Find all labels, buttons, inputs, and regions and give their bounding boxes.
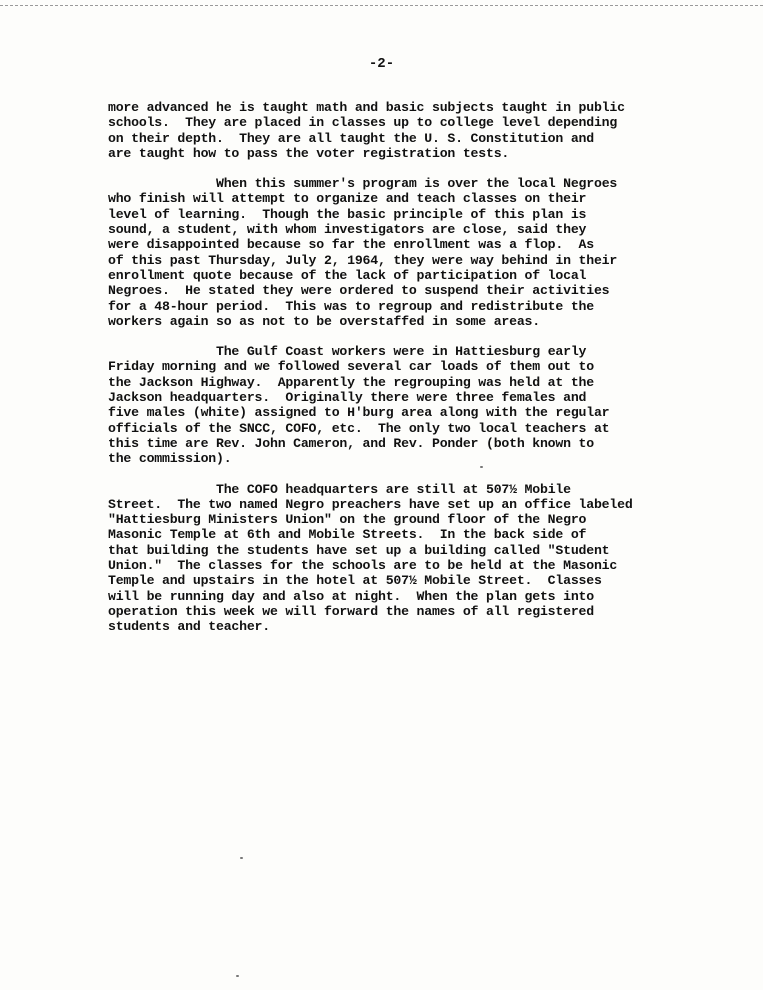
text-line: who finish will attempt to organize and teach classes on their [108, 191, 587, 207]
document-body [108, 100, 758, 650]
text-line: officials of the SNCC, COFO, etc. The only two local teachers at [108, 420, 610, 436]
text-line: level of learning. Though the basic principle of this plan is [108, 206, 587, 222]
paragraph [108, 176, 758, 329]
text-line: this time are Rev. John Cameron, and Rev. Ponder (both known to [108, 435, 594, 451]
text-line: on their depth. They are all taught the U. S. Constitution and [108, 130, 594, 146]
text-line: students and teacher. [108, 619, 270, 635]
text-line: operation this week we will forward the names of all registered [108, 603, 594, 619]
text-line: Temple and upstairs in the hotel at 507½ Mobile Street. Classes [108, 573, 602, 589]
page-number: -2- [368, 56, 395, 72]
text-line: Masonic Temple at 6th and Mobile Streets. In the back side of [108, 527, 587, 543]
scan-speck [236, 975, 239, 977]
text-line: The Gulf Coast workers were in Hattiesburg early [216, 344, 587, 360]
text-line: Street. The two named Negro preachers have set up an office labeled [108, 496, 633, 512]
scan-speck [240, 857, 243, 859]
text-line: Jackson headquarters. Originally there were three females and [108, 390, 587, 406]
text-line: workers again so as not to be overstaffed in some areas. [108, 313, 540, 329]
text-line: the commission). [108, 451, 232, 467]
text-line: more advanced he is taught math and basic subjects taught in public [108, 100, 625, 115]
text-line: of this past Thursday, July 2, 1964, they were way behind in their [108, 252, 618, 268]
text-line: will be running day and also at night. When the plan gets into [108, 588, 594, 604]
paragraph [108, 482, 758, 635]
text-line: the Jackson Highway. Apparently the regrouping was held at the [108, 374, 594, 390]
text-line: enrollment quote because of the lack of participation of local [108, 267, 587, 283]
text-line: are taught how to pass the voter registration tests. [108, 145, 510, 161]
text-line: schools. They are placed in classes up to college level depending [108, 115, 618, 131]
text-line: were disappointed because so far the enrollment was a flop. As [108, 237, 594, 253]
paragraph [108, 100, 758, 161]
text-line: sound, a student, with whom investigators are close, said they [108, 222, 587, 238]
page-top-edge [0, 0, 763, 6]
scan-speck [480, 466, 483, 468]
text-line: Friday morning and we followed several car loads of them out to [108, 359, 594, 375]
text-line: five males (white) assigned to H'burg area along with the regular [108, 405, 610, 421]
text-line: The COFO headquarters are still at 507½ Mobile [216, 481, 571, 497]
text-line: Union." The classes for the schools are to be held at the Masonic [108, 558, 618, 574]
text-line: When this summer's program is over the local Negroes [216, 176, 618, 192]
text-line: "Hattiesburg Ministers Union" on the ground floor of the Negro [108, 512, 587, 528]
text-line: for a 48-hour period. This was to regroup and redistribute the [108, 298, 594, 314]
text-line: Negroes. He stated they were ordered to suspend their activities [108, 283, 610, 299]
text-line: that building the students have set up a building called "Student [108, 542, 610, 558]
paragraph [108, 344, 758, 466]
